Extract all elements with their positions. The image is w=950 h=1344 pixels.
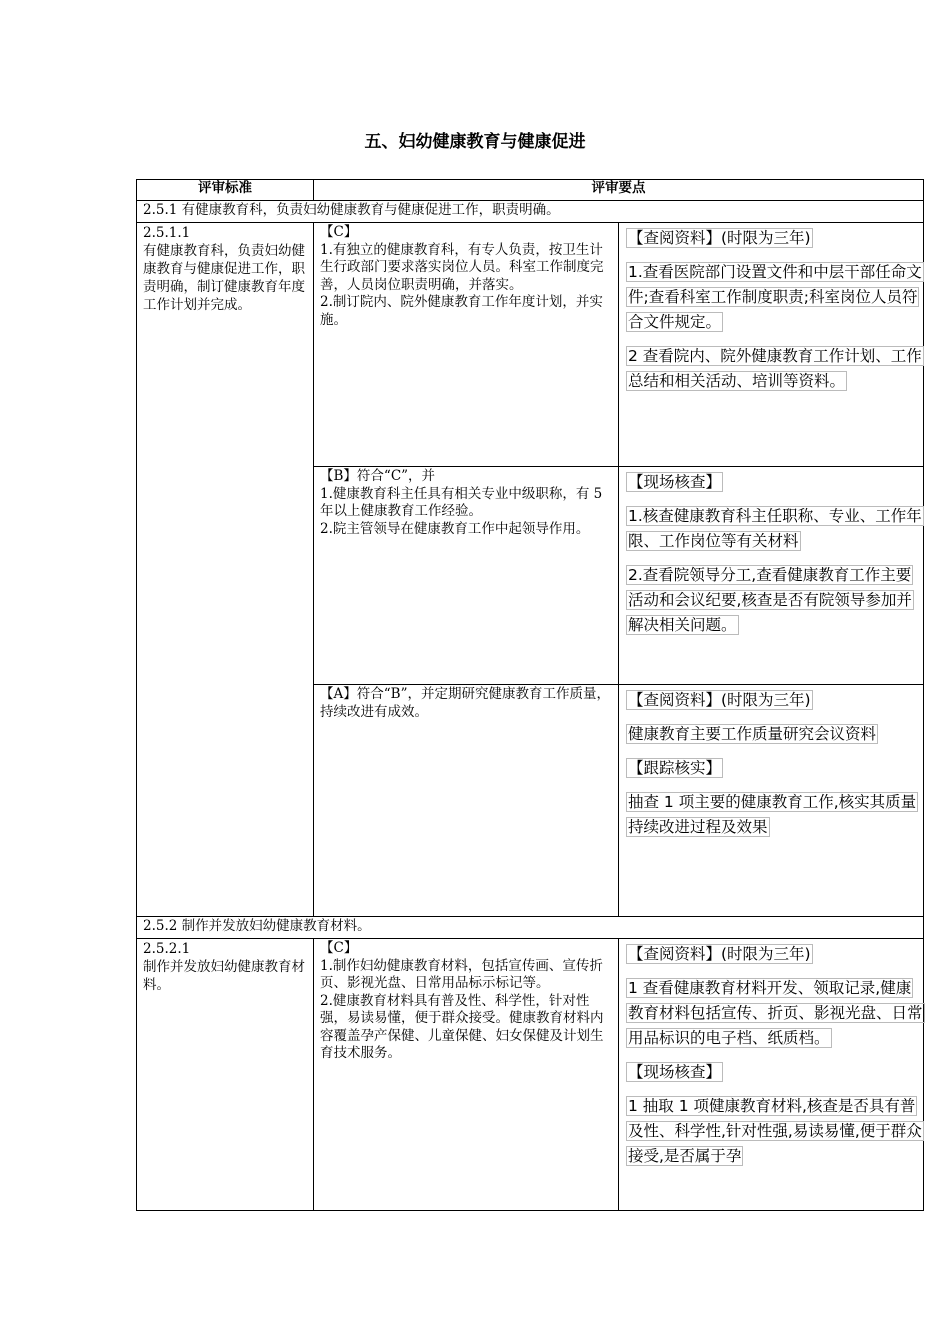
standard-cell	[137, 223, 314, 917]
point-label: 【现场核查】	[628, 473, 722, 491]
point-text: 2.查看院领导分工,查看健康教育工作主要活动和会议纪要,核查是否有院领导参加并解决相关问题。	[628, 566, 912, 634]
level-cell	[314, 467, 619, 685]
page-title: 五、妇幼健康教育与健康促进	[364, 132, 586, 152]
level-line: 1.有独立的健康教育科，有专人负责，按卫生计生行政部门要求落实岗位人员。科室工作制度完善，人员岗位职责明确，并落实。	[320, 241, 604, 293]
level-grade: 【C】	[320, 224, 358, 240]
standard-text: 有健康教育科，负责妇幼健康教育与健康促进工作，职责明确，制订健康教育年度工作计划并完成。	[143, 243, 305, 313]
level-cell	[314, 939, 619, 1211]
level-grade: 【B】符合“C”，并	[320, 468, 436, 484]
table-row	[137, 939, 924, 1211]
standard-cell	[137, 939, 314, 1211]
point-label: 【现场核查】	[628, 1063, 722, 1081]
point-text: 1.核查健康教育科主任职称、专业、工作年限、工作岗位等有关材料	[628, 507, 922, 550]
point-label: 【查阅资料】(时限为三年)	[628, 229, 811, 247]
point-label: 【查阅资料】(时限为三年)	[628, 691, 811, 709]
point-text: 抽查 1 项主要的健康教育工作,核实其质量持续改进过程及效果	[628, 793, 917, 836]
review-table	[136, 179, 923, 1211]
header-standard: 评审标准	[137, 180, 314, 201]
standard-text: 制作并发放妇幼健康教育材料。	[143, 959, 305, 993]
section-heading-row	[137, 201, 924, 223]
level-line: 2.健康教育材料具有普及性、科学性，针对性强，易读易懂，便于群众接受。健康教育材料内容覆盖孕产保健、儿童保健、妇女保健及计划生育技术服务。	[320, 992, 604, 1061]
points-cell	[619, 685, 924, 917]
header-points: 评审要点	[314, 180, 924, 201]
section-heading: 2.5.2 制作并发放妇幼健康教育材料。	[137, 917, 924, 939]
level-line: 2.制订院内、院外健康教育工作年度计划，并实施。	[320, 294, 603, 328]
point-label: 【跟踪核实】	[628, 759, 722, 777]
table-row	[137, 223, 924, 467]
level-line: 2.院主管领导在健康教育工作中起领导作用。	[320, 520, 590, 537]
level-grade: 【C】	[320, 940, 358, 956]
level-line: 1.制作妇幼健康教育材料，包括宣传画、宣传折页、影视光盘、日常用品标示标记等。	[320, 957, 603, 991]
point-text: 1 查看健康教育材料开发、领取记录,健康教育材料包括宣传、折页、影视光盘、日常用品标识的电子档、纸质档。	[628, 979, 923, 1047]
point-text: 健康教育主要工作质量研究会议资料	[628, 725, 877, 743]
section-heading: 2.5.1 有健康教育科，负责妇幼健康教育与健康促进工作，职责明确。	[137, 201, 924, 223]
points-cell	[619, 223, 924, 467]
point-text: 1 抽取 1 项健康教育材料,核查是否具有普及性、科学性,针对性强,易读易懂,便于群众接受,是否属于孕	[628, 1097, 922, 1165]
level-cell	[314, 685, 619, 917]
point-label: 【查阅资料】(时限为三年)	[628, 945, 811, 963]
level-cell	[314, 223, 619, 467]
point-text: 2 查看院内、院外健康教育工作计划、工作总结和相关活动、培训等资料。	[628, 347, 922, 390]
points-cell	[619, 467, 924, 685]
point-text: 1.查看医院部门设置文件和中层干部任命文件;查看科室工作制度职责;科室岗位人员符合文件规定。	[628, 263, 922, 331]
section-heading-row	[137, 917, 924, 939]
level-grade: 【A】符合“B”，并定期研究健康教育工作质量，持续改进有成效。	[320, 686, 610, 720]
level-line: 1.健康教育科主任具有相关专业中级职称，有 5 年以上健康教育工作经验。	[320, 485, 603, 519]
standard-code: 2.5.1.1	[143, 225, 191, 241]
points-cell	[619, 939, 924, 1211]
table-header-row	[137, 180, 924, 201]
standard-code: 2.5.2.1	[143, 941, 191, 957]
